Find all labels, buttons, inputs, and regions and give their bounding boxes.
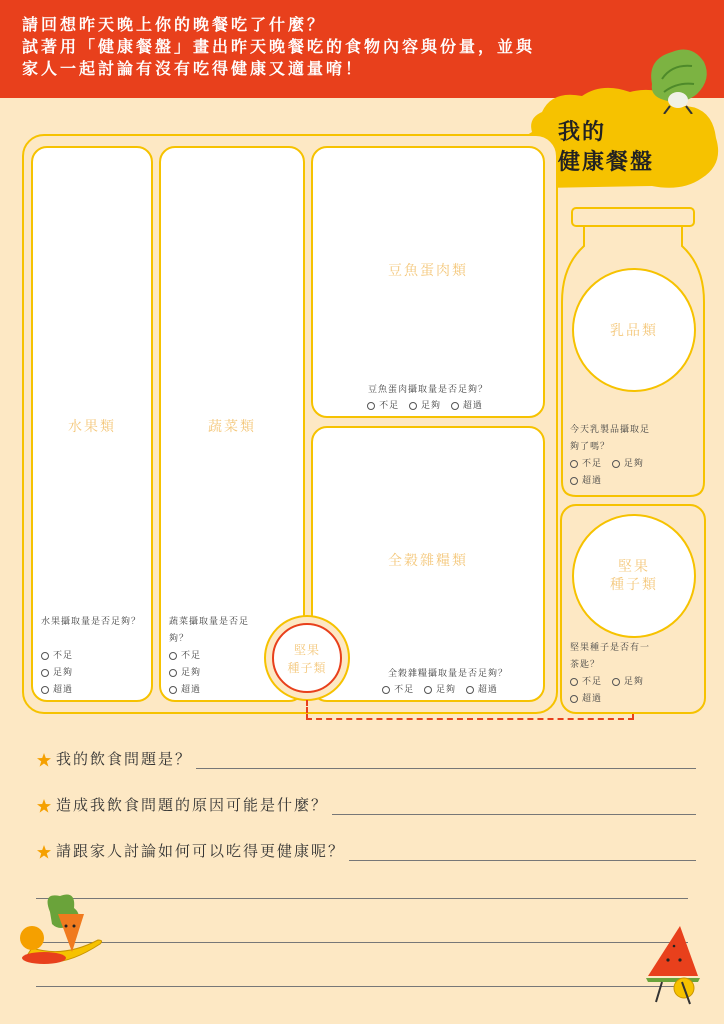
dairy-question xyxy=(570,422,650,456)
vegetable-question: 蔬菜攝取量是否足夠？ xyxy=(169,617,250,644)
veg-option-lack-label: 不足 xyxy=(181,651,202,661)
protein-option-lack-label: 不足 xyxy=(379,401,400,411)
dairy-question-line1: 今天乳製品攝取足 xyxy=(570,425,651,435)
protein-option-enough-label: 足夠 xyxy=(420,401,441,411)
protein-option-enough-radio[interactable] xyxy=(409,402,417,410)
food-mascots-icon xyxy=(14,892,106,974)
nuts-question-line2: 茶匙？ xyxy=(570,660,601,670)
grain-option-enough-label: 足夠 xyxy=(435,685,456,695)
dairy-option-lack-label: 不足 xyxy=(582,459,603,469)
question-3-text: 請跟家人討論如何可以吃得更健康呢？ xyxy=(56,840,349,861)
grain-option-excess-label: 超過 xyxy=(477,685,498,695)
grain-option-lack-label: 不足 xyxy=(394,685,415,695)
nuts-circle-small[interactable] xyxy=(264,615,350,701)
nuts-title-line1: 堅果 xyxy=(618,559,650,575)
question-row-2 xyxy=(36,794,696,840)
star-icon xyxy=(36,844,52,860)
fruit-option-lack-radio[interactable] xyxy=(41,652,49,660)
grain-option-enough-radio[interactable] xyxy=(424,686,432,694)
grain-option-lack-radio[interactable] xyxy=(382,686,390,694)
nuts-section[interactable] xyxy=(560,504,706,714)
grain-question: 全穀雜糧攝取量是否足夠？ xyxy=(387,669,508,679)
dairy-option-enough-label: 足夠 xyxy=(623,459,644,469)
veg-option-enough-radio[interactable] xyxy=(169,669,177,677)
answer-line-5[interactable] xyxy=(36,942,688,943)
vegetable-title: 蔬菜類 xyxy=(208,419,256,435)
dairy-option-excess-label: 超過 xyxy=(582,476,603,486)
nuts-small-title-line2: 種子類 xyxy=(287,661,327,675)
protein-question: 豆魚蛋肉攝取量是否足夠？ xyxy=(367,385,488,395)
fruit-option-enough-radio[interactable] xyxy=(41,669,49,677)
nuts-small-title-line1: 堅果 xyxy=(293,643,320,657)
question-2-text: 造成我飲食問題的原因可能是什麼？ xyxy=(56,794,332,815)
nuts-option-excess-label: 超過 xyxy=(582,694,603,704)
nuts-option-enough-radio[interactable] xyxy=(612,678,620,686)
dairy-title: 乳品類 xyxy=(610,323,658,339)
veg-option-excess-label: 超過 xyxy=(181,685,202,695)
instruction-line-3: 家人一起討論有沒有吃得健康又適量唷！ xyxy=(22,59,365,78)
dairy-option-enough-radio[interactable] xyxy=(612,460,620,468)
fruit-option-enough-label: 足夠 xyxy=(53,668,74,678)
answer-line-6[interactable] xyxy=(36,986,688,987)
vegetable-section[interactable] xyxy=(159,146,305,702)
answer-line-4[interactable] xyxy=(36,898,688,899)
dairy-option-excess-radio[interactable] xyxy=(570,477,578,485)
dairy-section[interactable] xyxy=(560,206,706,498)
protein-option-lack-radio[interactable] xyxy=(367,402,375,410)
fruit-option-lack-label: 不足 xyxy=(53,651,74,661)
nuts-option-excess-radio[interactable] xyxy=(570,695,578,703)
nuts-title-line2: 種子類 xyxy=(610,577,658,593)
star-icon xyxy=(36,752,52,768)
question-row-3 xyxy=(36,840,696,886)
fruit-question: 水果攝取量是否足夠？ xyxy=(41,617,142,627)
dairy-circle xyxy=(572,268,696,392)
protein-option-excess-label: 超過 xyxy=(462,401,483,411)
fruit-section[interactable] xyxy=(31,146,153,702)
nuts-option-lack-radio[interactable] xyxy=(570,678,578,686)
protein-option-excess-radio[interactable] xyxy=(451,402,459,410)
watermelon-mascot-icon xyxy=(640,924,710,1010)
question-row-1 xyxy=(36,748,696,794)
nuts-circle xyxy=(572,514,696,638)
nuts-question xyxy=(570,640,650,674)
nuts-option-enough-label: 足夠 xyxy=(623,677,644,687)
veg-option-lack-radio[interactable] xyxy=(169,652,177,660)
star-icon xyxy=(36,798,52,814)
grain-option-excess-radio[interactable] xyxy=(466,686,474,694)
veg-option-enough-label: 足夠 xyxy=(181,668,202,678)
question-1-text: 我的飲食問題是？ xyxy=(56,748,196,769)
badge-title-line2: 健康餐盤 xyxy=(558,150,655,175)
reflection-questions xyxy=(36,748,696,886)
lettuce-mascot-icon xyxy=(642,44,712,114)
protein-title: 豆魚蛋肉類 xyxy=(388,263,468,279)
veg-option-excess-radio[interactable] xyxy=(169,686,177,694)
fruit-option-excess-radio[interactable] xyxy=(41,686,49,694)
badge-title-line1: 我的 xyxy=(558,120,607,145)
grain-title: 全穀雜糧類 xyxy=(388,553,468,569)
protein-section[interactable] xyxy=(311,146,545,418)
nuts-option-lack-label: 不足 xyxy=(582,677,603,687)
dairy-option-lack-radio[interactable] xyxy=(570,460,578,468)
nuts-question-line1: 堅果種子是否有一 xyxy=(570,643,651,653)
dairy-question-line2: 夠了嗎？ xyxy=(570,442,611,452)
fruit-option-excess-label: 超過 xyxy=(53,685,74,695)
instruction-line-2: 試著用「健康餐盤」畫出昨天晚餐吃的食物內容與份量，並與 xyxy=(22,37,536,56)
instruction-line-1: 請回想昨天晚上你的晚餐吃了什麼？ xyxy=(22,15,327,34)
fruit-title: 水果類 xyxy=(68,419,116,435)
